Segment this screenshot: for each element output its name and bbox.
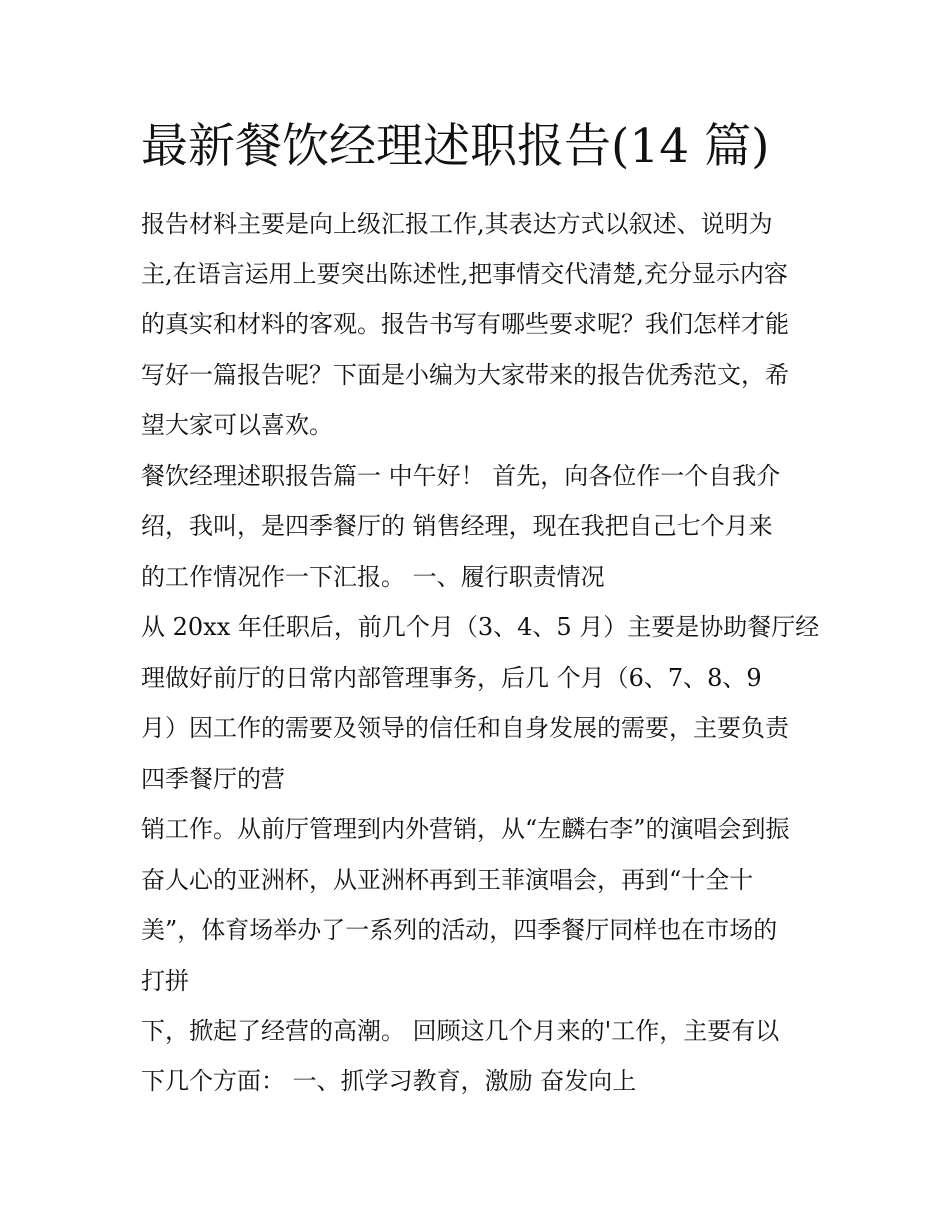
paragraph-line: 下，掀起了经营的高潮。 回顾这几个月来的'工作，主要有以 — [141, 1017, 780, 1045]
paragraph-line: 打拼 — [141, 967, 189, 995]
paragraph-line: 绍，我叫，是四季餐厅的 销售经理，现在我把自己七个月来 — [141, 512, 773, 540]
paragraph-line: 的工作情况作一下汇报。 一、履行职责情况 — [141, 563, 605, 591]
paragraph-line: 美”，体育场举办了一系列的活动，四季餐厅同样也在市场的 — [141, 916, 778, 944]
paragraph-line: 望大家可以喜欢。 — [141, 411, 333, 439]
document-title: 最新餐饮经理述职报告(14 篇) — [141, 119, 770, 174]
paragraph-line: 从 20xx 年任职后，前几个月（3、4、5 月）主要是协助餐厅经 — [141, 613, 820, 641]
paragraph-line: 月）因工作的需要及领导的信任和自身发展的需要，主要负责 — [141, 714, 789, 742]
paragraph-line: 下几个方面： 一、抓学习教育，激励 奋发向上 — [141, 1067, 637, 1095]
paragraph-line: 写好一篇报告呢？下面是小编为大家带来的报告优秀范文，希 — [141, 361, 789, 389]
paragraph-line: 销工作。从前厅管理到内外营销，从“左麟右李”的演唱会到振 — [141, 815, 790, 843]
paragraph-line: 报告材料主要是向上级汇报工作,其表达方式以叙述、说明为 — [141, 210, 773, 238]
paragraph-line: 的真实和材料的客观。报告书写有哪些要求呢？我们怎样才能 — [141, 310, 789, 338]
paragraph-line: 奋人心的亚洲杯，从亚洲杯再到王菲演唱会，再到“十全十 — [141, 866, 754, 894]
paragraph-line: 理做好前厅的日常内部管理事务，后几 个月（6、7、8、9 — [141, 664, 762, 692]
paragraph-line: 四季餐厅的营 — [141, 765, 285, 793]
paragraph-line: 餐饮经理述职报告篇一 中午好！ 首先，向各位作一个自我介 — [141, 462, 781, 490]
paragraph-line: 主,在语言运用上要突出陈述性,把事情交代清楚,充分显示内容 — [141, 260, 788, 288]
